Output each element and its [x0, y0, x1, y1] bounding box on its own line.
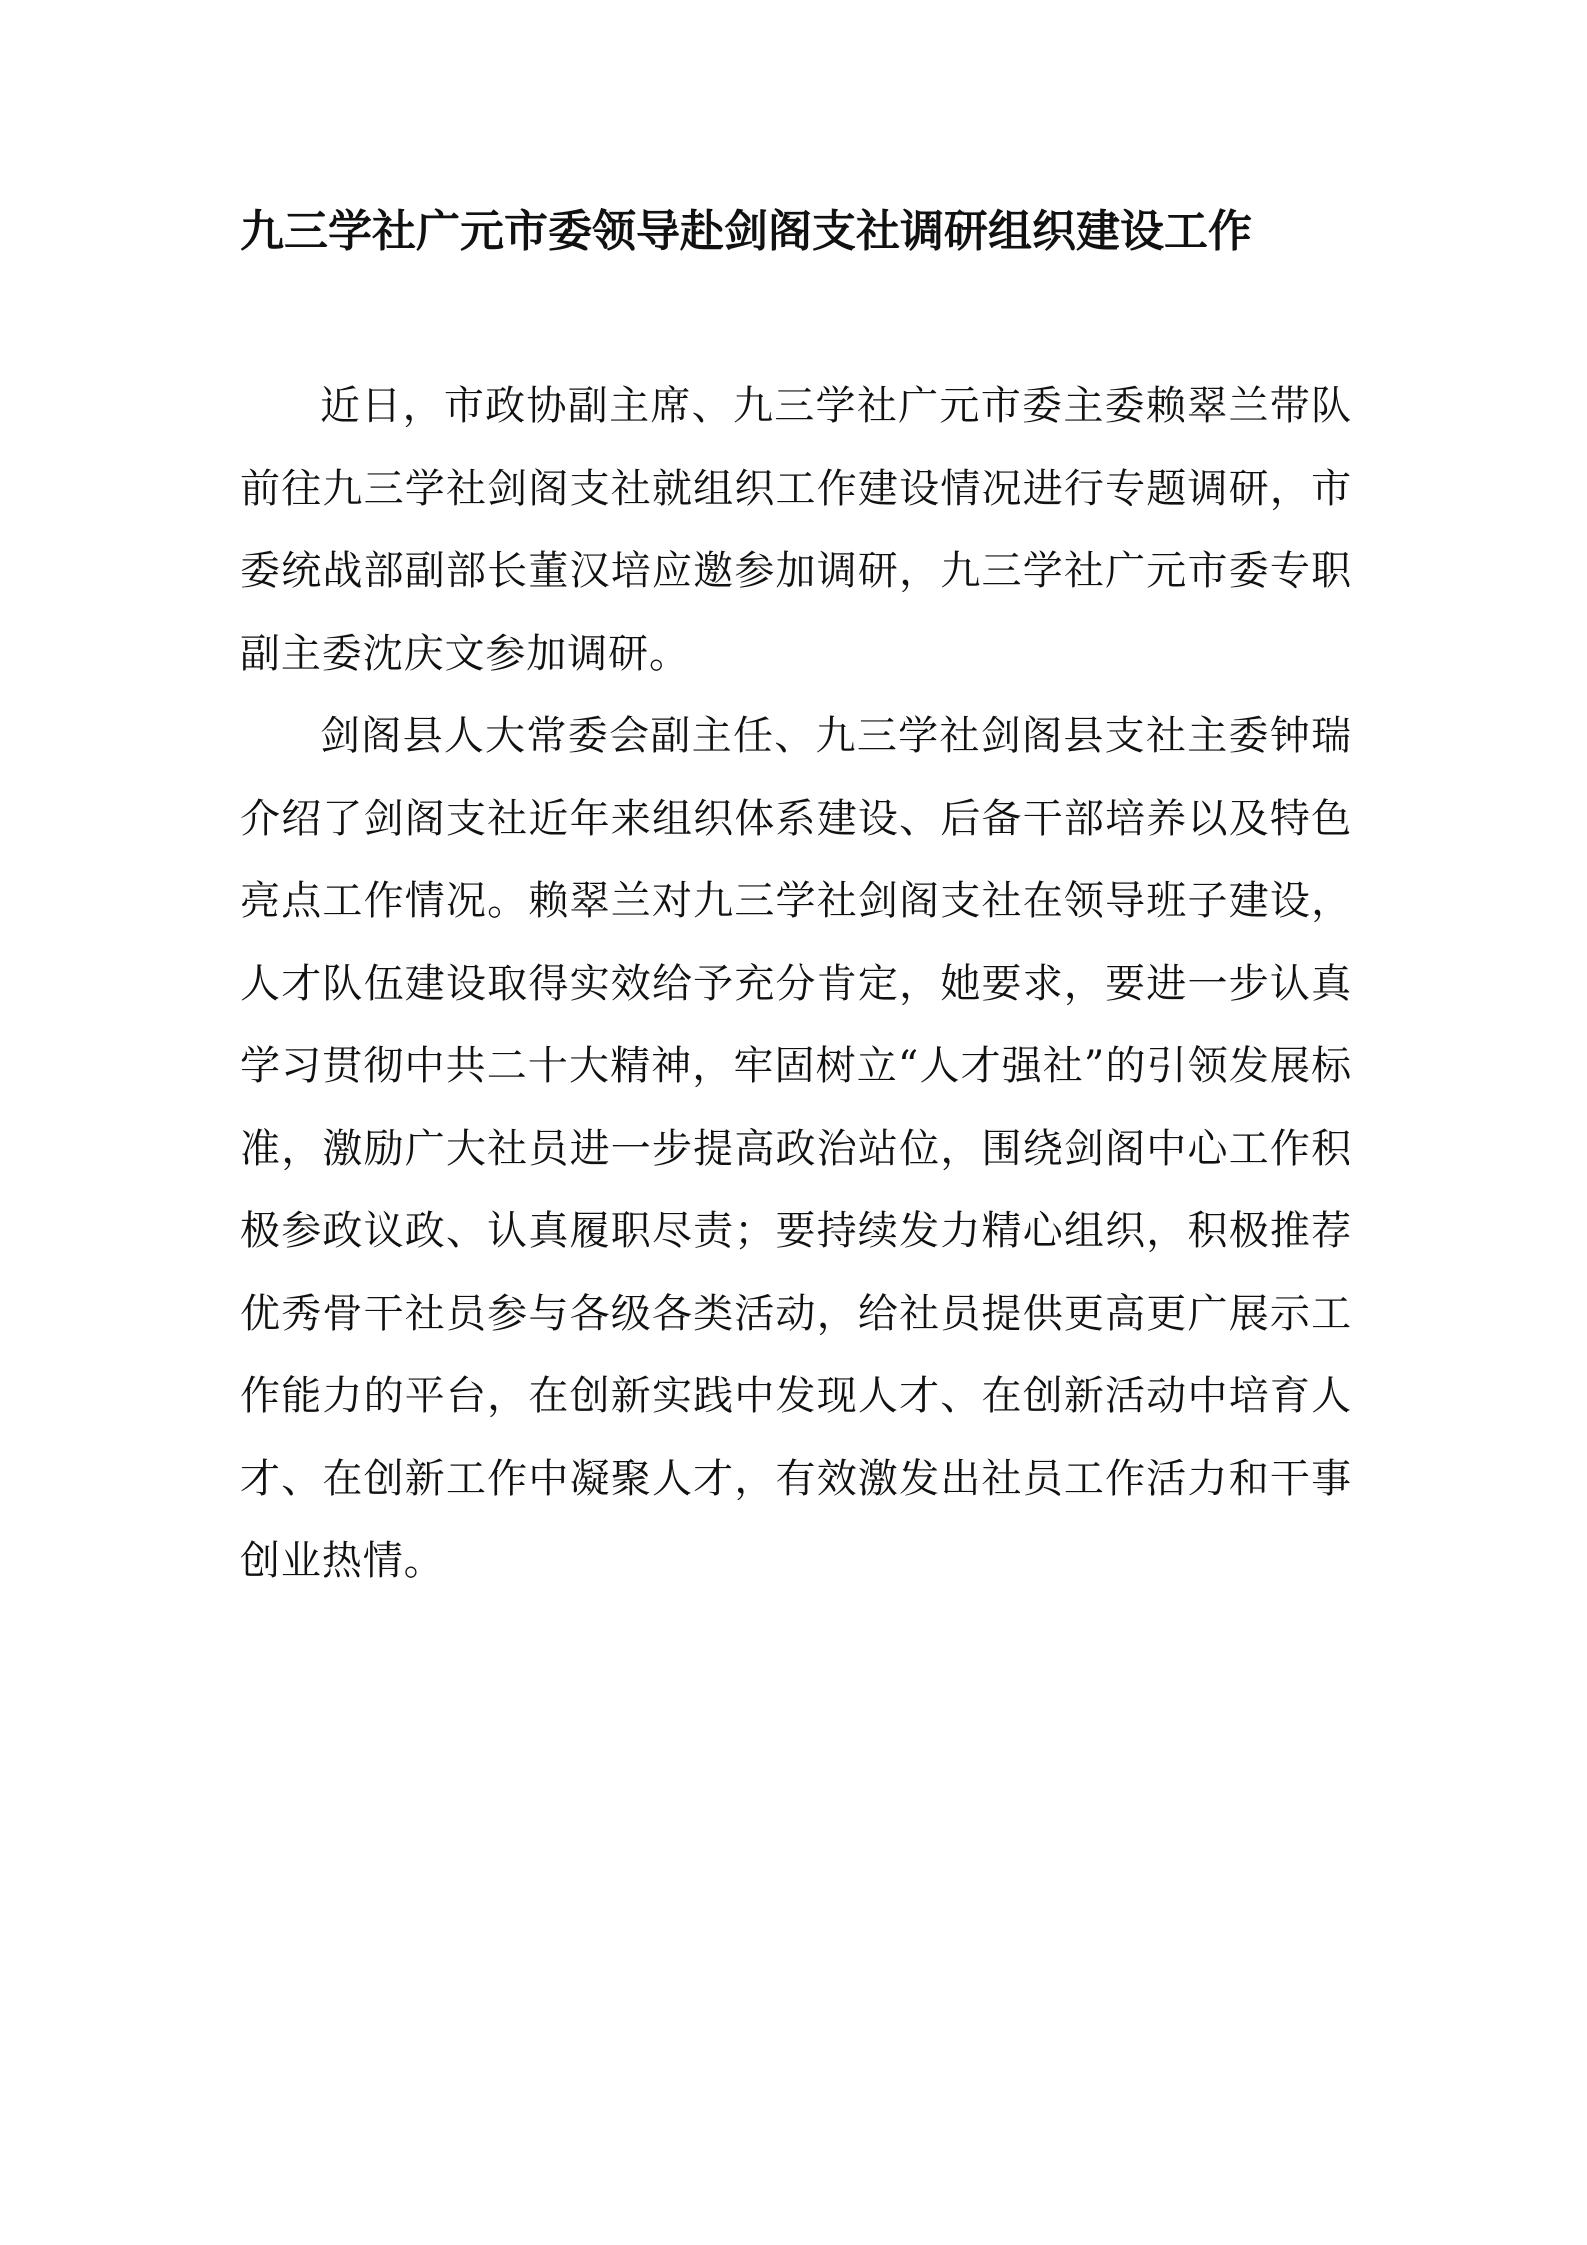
body-paragraph-2: 剑阁县人大常委会副主任、九三学社剑阁县支社主委钟瑞介绍了剑阁支社近年来组织体系建设、后备干部培养以及特色亮点工作情况。赖翠兰对九三学社剑阁支社在领导班子建设，人才队伍建设取得实效给予充分肯定，她要求，要进一步认真学习贯彻中共二十大精神，牢固树立“人才强社”的引领发展标准，激励广大社员进一步提高政治站位，围绕剑阁中心工作积极参政议政、认真履职尽责；要持续发力精心组织，积极推荐优秀骨干社员参与各级各类活动，给社员提供更高更广展示工作能力的平台，在创新实践中发现人才、在创新活动中培育人才、在创新工作中凝聚人才，有效激发出社员工作活力和干事创业热情。	[240, 713, 1352, 1584]
body-paragraph-1: 近日，市政协副主席、九三学社广元市委主委赖翠兰带队前往九三学社剑阁支社就组织工作建设情况进行专题调研，市委统战部副部长董汉培应邀参加调研，九三学社广元市委专职副主委沈庆文参加调研。	[240, 383, 1352, 677]
document-body	[240, 365, 1352, 1603]
document-title: 九三学社广元市委领导赴剑阁支社调研组织建设工作	[240, 206, 1252, 257]
